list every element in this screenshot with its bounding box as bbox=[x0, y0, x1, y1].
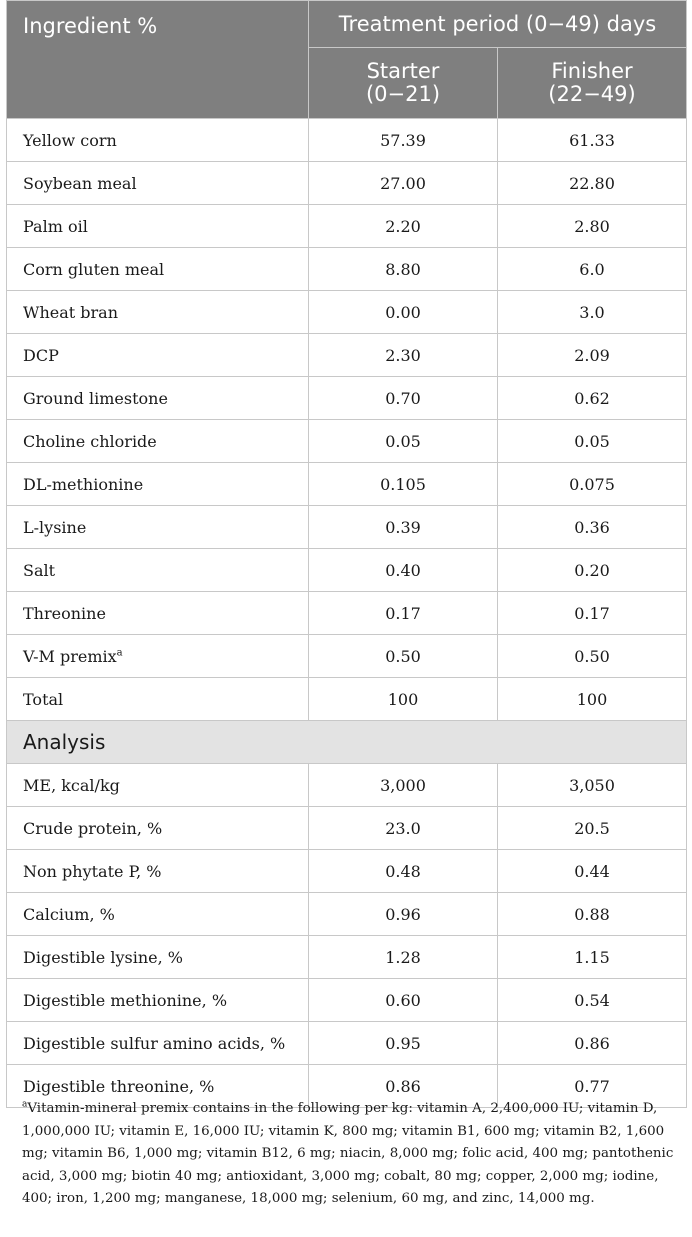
footnote-text: Vitamin-mineral premix contains in the following per kg: vitamin A, 2,400,000 IU; vitamin D, 1,000,000 IU; vitamin E, 16,000 IU; vitamin K, 800 mg; vitamin B1, 600 mg; vitamin B2, 1,600 mg; vitamin B6, 1,000 mg; vitamin B12, 6 mg; niacin, 8,000 mg; folic acid, 400 mg; pantothenic acid, 3,000 mg; biotin 40 mg; antioxidant, 3,000 mg; cobalt, 80 mg; copper, 2,000 mg; iodine, 400; iron, 1,200 mg; manganese, 18,000 mg; selenium, 60 mg, and zinc, 14,000 mg. bbox=[22, 1101, 674, 1206]
row-label bbox=[7, 205, 309, 248]
footnote-marker: a bbox=[22, 1099, 28, 1110]
ingredient-row bbox=[7, 635, 687, 678]
starter-value: 0.00 bbox=[309, 291, 498, 334]
premix-footnote bbox=[22, 1098, 678, 1211]
starter-value: 0.39 bbox=[309, 506, 498, 549]
ingredient-row bbox=[7, 248, 687, 291]
row-label bbox=[7, 248, 309, 291]
finisher-value: 0.77 bbox=[498, 1065, 687, 1108]
finisher-column-header bbox=[498, 48, 687, 119]
row-label-text: Digestible methionine, % bbox=[23, 990, 228, 1010]
row-label-text: Non phytate P, % bbox=[23, 861, 162, 881]
finisher-value: 0.54 bbox=[498, 979, 687, 1022]
row-label bbox=[7, 979, 309, 1022]
starter-value: 0.17 bbox=[309, 592, 498, 635]
analysis-rows bbox=[7, 764, 687, 1108]
row-label-text: Ground limestone bbox=[23, 388, 168, 408]
row-label bbox=[7, 807, 309, 850]
finisher-value: 0.86 bbox=[498, 1022, 687, 1065]
row-label-text: Choline chloride bbox=[23, 431, 157, 451]
row-label bbox=[7, 764, 309, 807]
starter-value: 23.0 bbox=[309, 807, 498, 850]
row-label-text: Yellow corn bbox=[23, 130, 117, 150]
finisher-value: 100 bbox=[498, 678, 687, 721]
analysis-row bbox=[7, 1022, 687, 1065]
row-label-text: Digestible lysine, % bbox=[23, 947, 183, 967]
finisher-value: 2.80 bbox=[498, 205, 687, 248]
row-label-text: Digestible sulfur amino acids, % bbox=[23, 1033, 286, 1053]
row-label-text: ME, kcal/kg bbox=[23, 775, 120, 795]
finisher-value: 3.0 bbox=[498, 291, 687, 334]
ingredient-row bbox=[7, 463, 687, 506]
finisher-value: 0.62 bbox=[498, 377, 687, 420]
ingredient-row bbox=[7, 678, 687, 721]
analysis-row bbox=[7, 764, 687, 807]
row-label bbox=[7, 1022, 309, 1065]
row-label-text: Crude protein, % bbox=[23, 818, 163, 838]
row-label bbox=[7, 592, 309, 635]
finisher-value: 0.05 bbox=[498, 420, 687, 463]
ingredient-row bbox=[7, 162, 687, 205]
ingredient-row bbox=[7, 549, 687, 592]
row-label bbox=[7, 119, 309, 162]
starter-value: 0.95 bbox=[309, 1022, 498, 1065]
row-label bbox=[7, 463, 309, 506]
footnote-reference: a bbox=[116, 647, 123, 659]
starter-value: 100 bbox=[309, 678, 498, 721]
row-label-text: Soybean meal bbox=[23, 173, 137, 193]
starter-column-header bbox=[309, 48, 498, 119]
analysis-row bbox=[7, 979, 687, 1022]
row-label-text: L-lysine bbox=[23, 517, 87, 537]
starter-value: 2.20 bbox=[309, 205, 498, 248]
starter-value: 3,000 bbox=[309, 764, 498, 807]
row-label bbox=[7, 506, 309, 549]
row-label bbox=[7, 377, 309, 420]
analysis-row bbox=[7, 850, 687, 893]
row-label bbox=[7, 334, 309, 377]
row-label-text: V-M premix bbox=[23, 646, 117, 666]
finisher-value: 0.075 bbox=[498, 463, 687, 506]
ingredient-row bbox=[7, 334, 687, 377]
starter-value: 0.50 bbox=[309, 635, 498, 678]
ingredient-row bbox=[7, 506, 687, 549]
row-label bbox=[7, 420, 309, 463]
ingredient-column-header: Ingredient % bbox=[7, 1, 309, 119]
finisher-value: 2.09 bbox=[498, 334, 687, 377]
row-label-text: Wheat bran bbox=[23, 302, 119, 322]
starter-value: 0.48 bbox=[309, 850, 498, 893]
starter-value: 8.80 bbox=[309, 248, 498, 291]
ingredient-row bbox=[7, 291, 687, 334]
finisher-value: 61.33 bbox=[498, 119, 687, 162]
ingredient-row bbox=[7, 119, 687, 162]
finisher-value: 20.5 bbox=[498, 807, 687, 850]
analysis-row bbox=[7, 807, 687, 850]
row-label-text: Salt bbox=[23, 560, 56, 580]
starter-value: 0.96 bbox=[309, 893, 498, 936]
finisher-value: 0.88 bbox=[498, 893, 687, 936]
starter-value: 0.70 bbox=[309, 377, 498, 420]
row-label-text: Calcium, % bbox=[23, 904, 115, 924]
finisher-value: 6.0 bbox=[498, 248, 687, 291]
row-label-text: Corn gluten meal bbox=[23, 259, 165, 279]
analysis-section-label: Analysis bbox=[7, 721, 687, 764]
analysis-row bbox=[7, 893, 687, 936]
ingredient-row bbox=[7, 205, 687, 248]
row-label bbox=[7, 893, 309, 936]
row-label bbox=[7, 678, 309, 721]
analysis-section-row bbox=[7, 721, 687, 764]
row-label-text: DCP bbox=[23, 345, 59, 365]
starter-value: 2.30 bbox=[309, 334, 498, 377]
diet-composition-table-container bbox=[6, 0, 686, 1108]
finisher-value: 1.15 bbox=[498, 936, 687, 979]
row-label bbox=[7, 635, 309, 678]
finisher-value: 0.50 bbox=[498, 635, 687, 678]
ingredient-row bbox=[7, 377, 687, 420]
ingredient-row bbox=[7, 592, 687, 635]
row-label bbox=[7, 850, 309, 893]
treatment-period-header: Treatment period (0−49) days bbox=[309, 1, 687, 48]
finisher-value: 0.44 bbox=[498, 850, 687, 893]
starter-value: 57.39 bbox=[309, 119, 498, 162]
row-label bbox=[7, 162, 309, 205]
diet-composition-table bbox=[6, 0, 687, 1108]
finisher-value: 3,050 bbox=[498, 764, 687, 807]
finisher-value: 22.80 bbox=[498, 162, 687, 205]
starter-value: 0.40 bbox=[309, 549, 498, 592]
analysis-row bbox=[7, 936, 687, 979]
finisher-value: 0.36 bbox=[498, 506, 687, 549]
starter-value: 0.86 bbox=[309, 1065, 498, 1108]
finisher-label: Finisher bbox=[551, 59, 633, 83]
starter-value: 0.05 bbox=[309, 420, 498, 463]
starter-value: 27.00 bbox=[309, 162, 498, 205]
row-label-text: Total bbox=[23, 689, 64, 709]
row-label-text: DL-methionine bbox=[23, 474, 144, 494]
row-label-text: Palm oil bbox=[23, 216, 88, 236]
finisher-value: 0.20 bbox=[498, 549, 687, 592]
row-label bbox=[7, 549, 309, 592]
starter-label: Starter bbox=[366, 59, 440, 83]
starter-value: 1.28 bbox=[309, 936, 498, 979]
starter-value: 0.105 bbox=[309, 463, 498, 506]
row-label bbox=[7, 936, 309, 979]
finisher-value: 0.17 bbox=[498, 592, 687, 635]
row-label-text: Digestible threonine, % bbox=[23, 1076, 215, 1096]
ingredient-row bbox=[7, 420, 687, 463]
ingredient-rows bbox=[7, 119, 687, 721]
row-label-text: Threonine bbox=[23, 603, 106, 623]
row-label bbox=[7, 291, 309, 334]
starter-days: (0−21) bbox=[365, 82, 441, 106]
starter-value: 0.60 bbox=[309, 979, 498, 1022]
finisher-days: (22−49) bbox=[548, 82, 636, 106]
